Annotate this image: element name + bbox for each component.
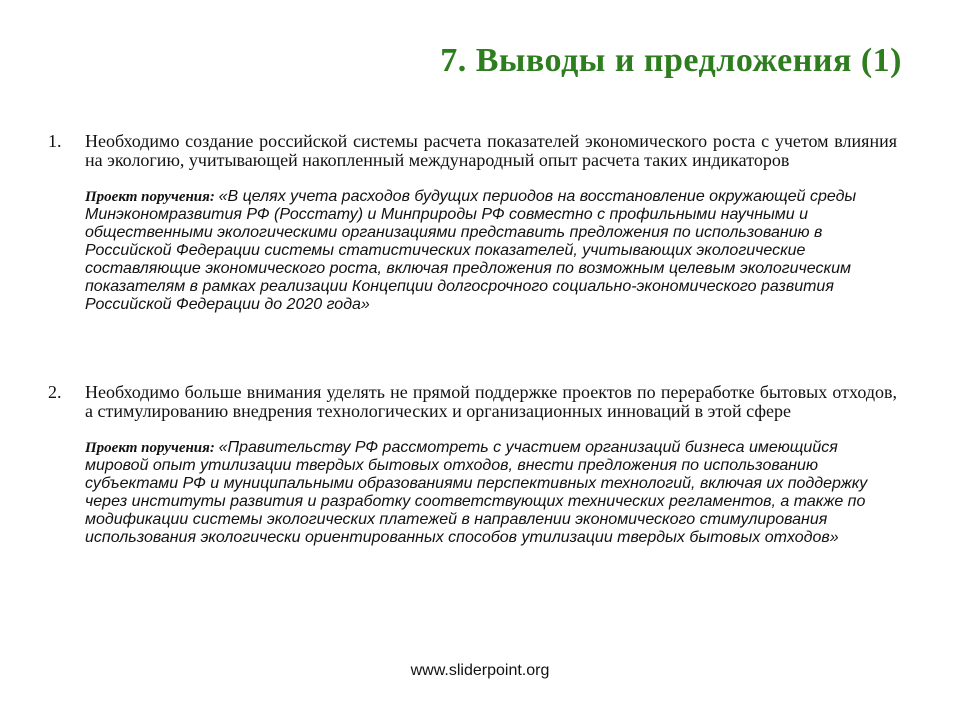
proposal-label: Проект поручения: bbox=[85, 189, 219, 205]
proposal-text: «Правительству РФ рассмотреть с участием организаций бизнеса имеющийся мировой опыт утилизации твердых бытовых отходов, внести предложения по использованию субъектами РФ и муниципальными образованиями перспективных технологий, включая их поддержку через институты развития и разработку соответствующих технических регламентов, а также по модификации системы экологических платежей в направлении экономического стимулирования использования экологически ориентированных способов утилизации твердых бытовых отходов» bbox=[85, 439, 868, 546]
proposal-block bbox=[85, 439, 890, 547]
list-item-text: Необходимо больше внимания уделять не прямой поддержке проектов по переработке бытовых отходов, а стимулированию внедрения технологических и организационных инноваций в этой сфере bbox=[85, 382, 897, 421]
list-item-text: Необходимо создание российской системы расчета показателей экономического роста с учетом влияния на экологию, учитывающей накопленный международный опыт расчета таких индикаторов bbox=[85, 131, 897, 170]
footer-url[interactable]: www.sliderpoint.org bbox=[410, 662, 550, 679]
list-item-number: 2. bbox=[48, 382, 62, 402]
list-item-2 bbox=[48, 383, 908, 547]
list-item-number: 1. bbox=[48, 131, 62, 151]
proposal-text: «В целях учета расходов будущих периодов на восстановление окружающей среды Минэкономразвития РФ (Росстату) и Минприроды РФ совместно с профильными научными и общественными экологическими организациями представить предложения по использованию в Российской Федерации системы статистических показателей, учитывающих экологические составляющие экономического роста, включая предложения по возможным целевым экологическим показателям в рамках реализации Концепции долгосрочного социально-экономического развития Российской Федерации до 2020 года» bbox=[85, 188, 857, 313]
proposal-label: Проект поручения: bbox=[85, 440, 219, 456]
proposal-block bbox=[85, 188, 890, 314]
list-item-1 bbox=[48, 132, 908, 314]
slide-title: 7. Выводы и предложения (1) bbox=[440, 42, 902, 79]
